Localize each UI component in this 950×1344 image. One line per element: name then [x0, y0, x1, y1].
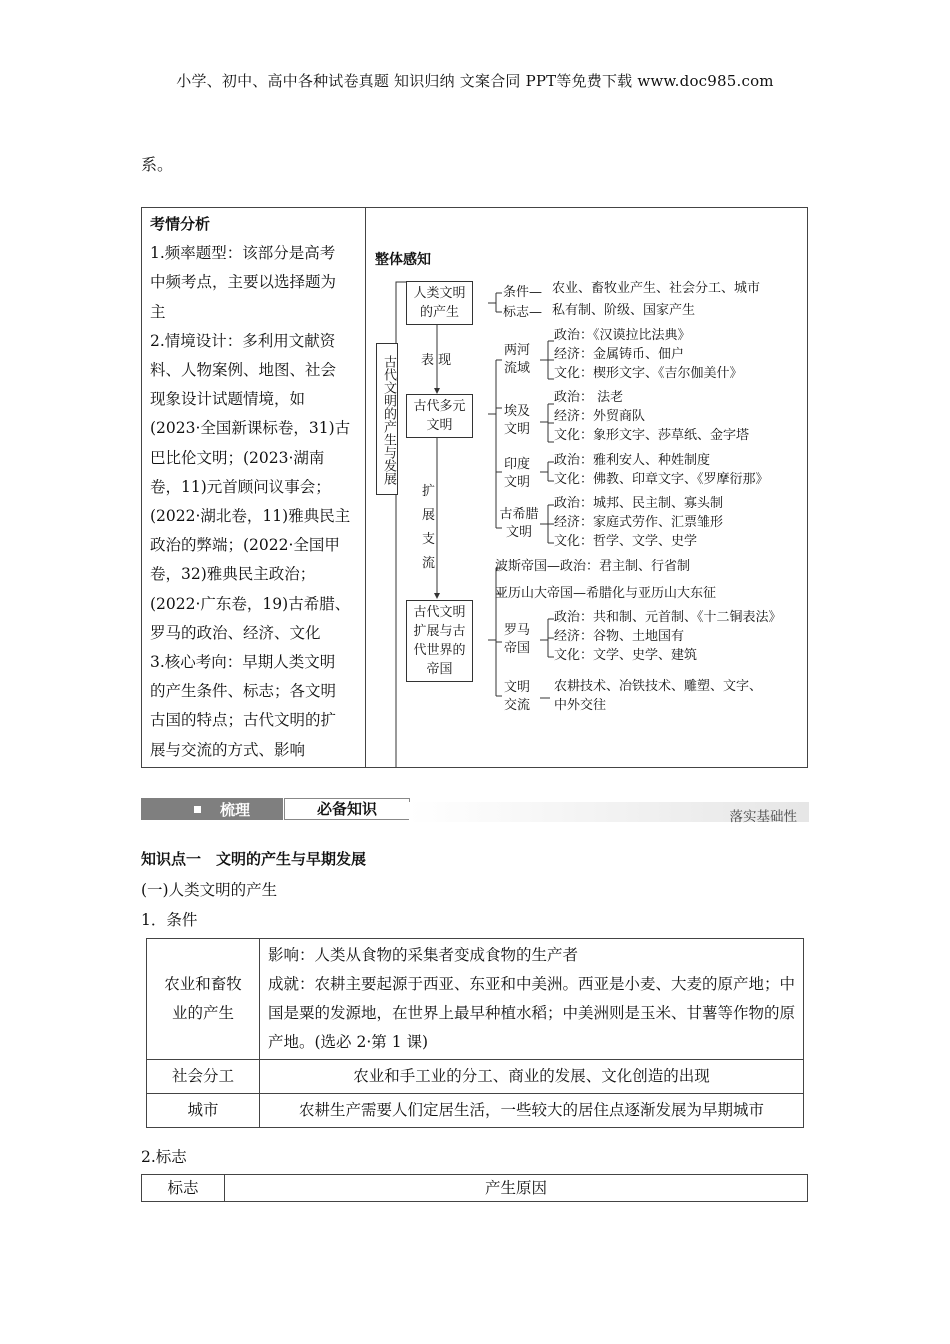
civ-name: 印度文明: [504, 457, 531, 490]
page-header: 小学、初中、高中各种试卷真题 知识归纳 文案合同 PPT等免费下载 www.doc985.com: [176, 72, 774, 90]
knowledge-point-title: 知识点一 文明的产生与早期发展: [141, 850, 367, 868]
rome-item: 文化：文学、史学、建筑: [554, 648, 698, 663]
table-row: [147, 939, 804, 1060]
section-tab-light: 必备知识: [284, 798, 410, 820]
overview-box: [141, 207, 808, 768]
mind-map: [366, 208, 808, 767]
analysis-line: 巴比伦文明；(2023·湖南: [150, 448, 325, 467]
civ-item: 经济：金属铸币、佃户: [554, 347, 685, 362]
analysis-line: 主: [150, 302, 166, 321]
analysis-line: 罗马的政治、经济、文化: [150, 623, 321, 642]
origin-mark-label: 标志—: [503, 305, 543, 320]
analysis-line: 卷，11)元首顾问议事会；: [150, 477, 331, 496]
analysis-line: 中频考点，主要以选择题为: [150, 273, 337, 292]
table-header-cell: 标志: [142, 1175, 225, 1202]
intro-fragment: 系。: [141, 155, 174, 174]
analysis-line: 现象设计试题情境，如: [150, 390, 306, 409]
empire-node: 古代文明扩展与古代世界的帝国: [406, 600, 473, 682]
link-label-show: 表 现: [421, 353, 452, 368]
analysis-title: 考情分析: [150, 215, 211, 233]
exchange-item: 农耕技术、冶铁技术、雕塑、文字、: [554, 679, 763, 694]
section-tab-dark: [141, 798, 283, 820]
subheading: 2.标志: [141, 1148, 187, 1166]
analysis-line: (2022·广东卷，19)古希腊、: [150, 594, 351, 613]
exchange-item: 中外交往: [554, 698, 607, 713]
table-cell-label: 社会分工: [147, 1060, 260, 1094]
empire-row: 波斯帝国—政治：君主制、行省制: [495, 559, 691, 574]
cell-line: 成就：农耕主要起源于西亚、东亚和中美洲。西亚是小麦、大麦的原产地；中国是粟的发源地，在世界上最早种植水稻；中美洲则是玉米、甘薯等作物的原产地。(选必 2·第 1 课): [268, 975, 796, 1051]
analysis-line: 古国的特点；古代文明的扩: [150, 711, 337, 730]
section-bar-right: 落实基础性: [729, 809, 797, 825]
civ-name: 两河流域: [504, 343, 531, 376]
origin-cond-label: 条件—: [503, 285, 543, 300]
table-header-row: [142, 1175, 808, 1202]
table-cell: [260, 939, 804, 1060]
civ-name: 古希腊文明: [499, 507, 539, 540]
civ-item: 政治：《汉谟拉比法典》: [554, 328, 691, 343]
table-cell-label: 农业和畜牧业的产生: [147, 939, 260, 1060]
subheading: (一)人类文明的产生: [141, 881, 278, 899]
civ-item: 政治： 法老: [554, 390, 624, 405]
civ-name: 埃及文明: [504, 404, 531, 437]
table-row: [147, 1094, 804, 1128]
rome-name: 罗马帝国: [504, 623, 531, 656]
multi-civ-node: 古代多元文明: [406, 394, 473, 438]
civ-item: 政治：城邦、民主制、寡头制: [554, 496, 724, 511]
overview-title: 整体感知: [375, 252, 431, 268]
section-bar: [141, 798, 809, 825]
analysis-line: 卷，32)雅典民主政治；: [150, 565, 316, 584]
civ-item: 文化：象形文字、莎草纸、金字塔: [554, 428, 750, 443]
rome-item: 政治：共和制、元首制、《十二铜表法》: [554, 610, 782, 625]
conditions-table: [146, 938, 804, 1128]
analysis-line: 料、人物案例、地图、社会: [150, 361, 337, 380]
root-node: 古代文明的产生与发展: [376, 343, 398, 495]
civ-item: 文化：楔形文字、《吉尔伽美什》: [554, 366, 743, 381]
section-tab-label: 梳理: [220, 801, 251, 819]
table-cell-label: 城市: [147, 1094, 260, 1128]
table-header-cell: 产生原因: [225, 1175, 808, 1202]
civ-item: 经济：外贸商队: [554, 409, 646, 424]
marks-table: [141, 1174, 808, 1202]
table-cell: 农耕生产需要人们定居生活，一些较大的居住点逐渐发展为早期城市: [260, 1094, 804, 1128]
origin-mark-text: 私有制、阶级、国家产生: [552, 303, 696, 318]
civ-item: 文化：哲学、文学、史学: [554, 534, 698, 549]
civ-item: 经济：家庭式劳作、汇票雏形: [554, 515, 724, 530]
analysis-line: 1.频率题型：该部分是高考: [150, 244, 336, 263]
table-row: [147, 1060, 804, 1094]
analysis-line: 3.核心考向：早期人类文明: [150, 653, 336, 672]
link-label-expand: 扩 展 支 流: [422, 484, 436, 571]
civ-item: 文化：佛教、印章文字、《罗摩衍那》: [554, 472, 769, 487]
origin-node: 人类文明的产生: [406, 281, 473, 325]
table-cell: 农业和手工业的分工、商业的发展、文化创造的出现: [260, 1060, 804, 1094]
empire-row: 亚历山大帝国—希腊化与亚历山大东征: [495, 586, 717, 601]
civ-item: 政治：雅利安人、种姓制度: [554, 453, 711, 468]
analysis-line: 的产生条件、标志；各文明: [150, 682, 337, 701]
analysis-line: (2023·全国新课标卷，31)古: [150, 419, 351, 438]
analysis-line: 政治的弊端；(2022·全国甲: [150, 536, 340, 555]
rome-item: 经济：谷物、土地国有: [554, 629, 685, 644]
exam-analysis: [150, 210, 360, 765]
analysis-line: 展与交流的方式、影响: [150, 740, 306, 759]
exchange-name: 文明交流: [504, 680, 531, 713]
analysis-line: (2022·湖北卷，11)雅典民主: [150, 507, 351, 526]
subheading: 1．条件: [141, 911, 198, 929]
analysis-line: 2.情境设计：多利用文献资: [150, 331, 336, 350]
square-icon: [194, 806, 201, 813]
cell-line: 影响：人类从食物的采集者变成食物的生产者: [268, 946, 579, 964]
origin-cond-text: 农业、畜牧业产生、社会分工、城市: [552, 281, 761, 296]
